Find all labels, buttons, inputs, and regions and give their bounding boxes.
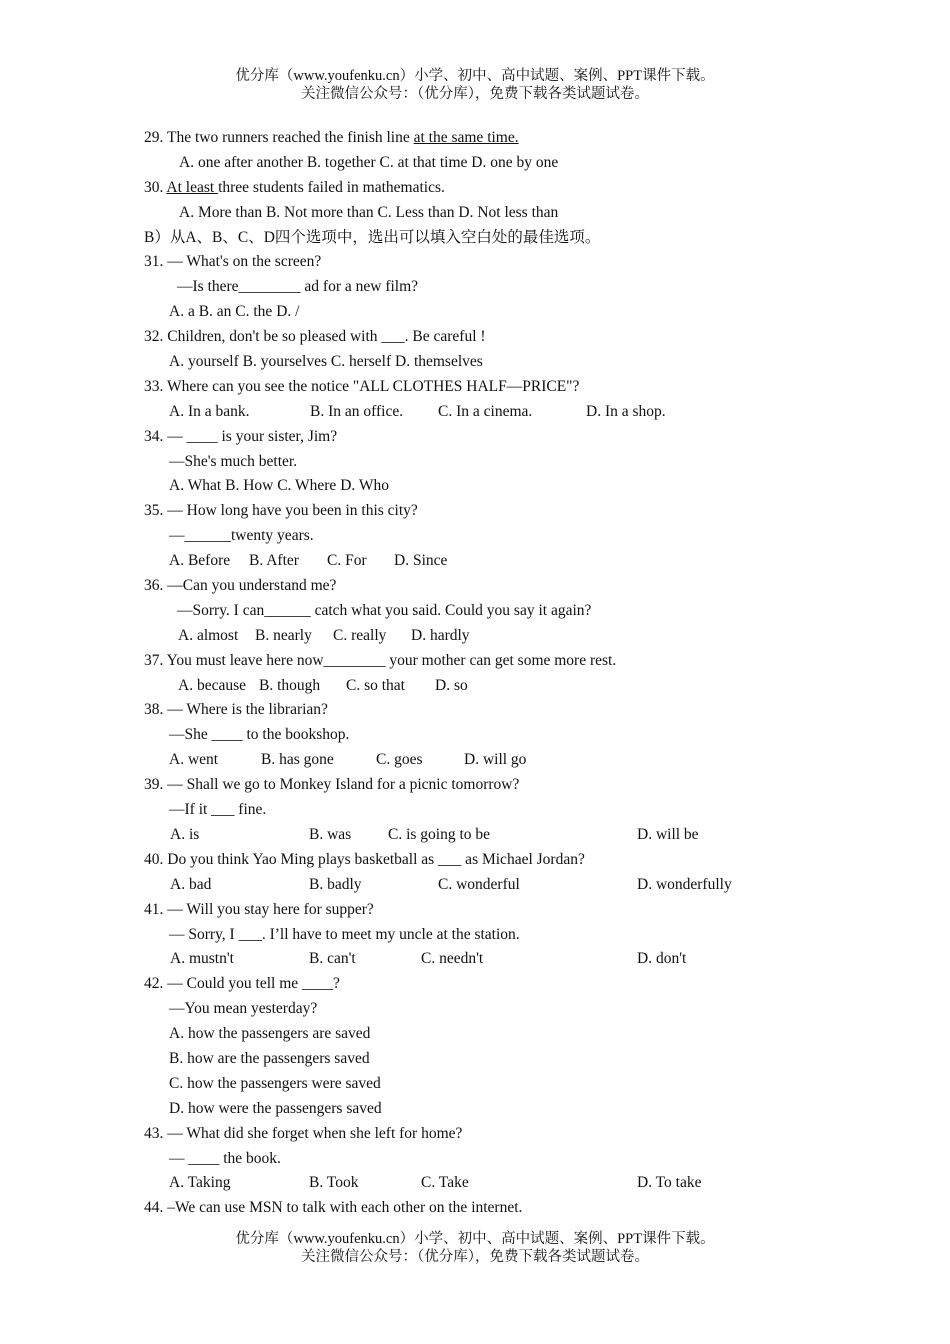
question-39-stem: 39. — Shall we go to Monkey Island for a picnic tomorrow?	[144, 776, 520, 794]
question-36-reply: —Sorry. I can______ catch what you said. Could you say it again?	[177, 601, 592, 619]
question-40-options	[144, 873, 844, 898]
question-36-stem: 36. —Can you understand me?	[144, 577, 337, 595]
option-b: B. though	[259, 676, 321, 694]
question-39-options	[144, 823, 844, 848]
question-33-options	[144, 400, 844, 425]
question-list	[144, 126, 844, 1221]
question-34-stem: 34. — ____ is your sister, Jim?	[144, 427, 338, 445]
option-a: A. almost	[178, 626, 239, 644]
option-d: D. To take	[637, 1174, 702, 1192]
question-36-options	[144, 624, 844, 649]
option-b: B. In an office.	[310, 402, 404, 420]
option-d: D. will go	[464, 751, 527, 769]
option-c: C. so that	[346, 676, 405, 694]
option-d: D. hardly	[411, 626, 470, 644]
page-footer	[0, 1230, 950, 1266]
question-43-reply: — ____ the book.	[169, 1149, 281, 1167]
option-b: B. nearly	[255, 626, 312, 644]
option-b: B. was	[309, 825, 352, 843]
question-33-stem: 33. Where can you see the notice "ALL CLOTHES HALF—PRICE"?	[144, 377, 580, 395]
question-32-stem: 32. Children, don't be so pleased with ___. Be careful !	[144, 328, 486, 346]
question-30-underlined: At least	[166, 178, 219, 196]
question-41-stem: 41. — Will you stay here for supper?	[144, 900, 374, 918]
option-d: D. don't	[637, 950, 687, 968]
question-38-reply: —She ____ to the bookshop.	[169, 726, 350, 744]
question-29-stem: 29. The two runners reached the finish line	[144, 129, 414, 146]
option-c: C. For	[327, 552, 367, 570]
page-header	[0, 67, 950, 103]
header-line-2: 关注微信公众号：（优分库），免费下载各类试题试卷。	[301, 86, 649, 102]
question-43-options	[144, 1171, 844, 1196]
option-a: A. Taking	[169, 1174, 231, 1192]
option-d: D. wonderfully	[637, 875, 732, 893]
question-39-reply: —If it ___ fine.	[169, 801, 267, 819]
question-35-options	[144, 549, 844, 574]
question-29-underlined: at the same time.	[413, 129, 519, 146]
question-37-options	[144, 674, 844, 699]
option-d: D. In a shop.	[586, 402, 666, 420]
question-38-stem: 38. — Where is the librarian?	[144, 701, 328, 719]
header-line-1: 优分库（www.youfenku.cn）小学、初中、高中试题、案例、PPT课件下载。	[235, 68, 715, 84]
option-c: C. needn't	[421, 950, 484, 968]
question-34-options: A. What B. How C. Where D. Who	[169, 477, 389, 495]
question-42-stem: 42. — Could you tell me ____?	[144, 975, 340, 993]
option-b: B. Took	[309, 1174, 359, 1192]
question-34-reply: —She's much better.	[169, 452, 298, 470]
question-41-reply: — Sorry, I ___. I’ll have to meet my uncle at the station.	[169, 925, 520, 943]
option-b: B. can't	[309, 950, 356, 968]
footer-line-1: 优分库（www.youfenku.cn）小学、初中、高中试题、案例、PPT课件下载。	[235, 1231, 715, 1247]
question-29	[144, 126, 844, 151]
option-a: A. is	[170, 825, 200, 843]
question-31-reply: —Is there________ ad for a new film?	[177, 278, 419, 296]
option-b: B. has gone	[261, 751, 334, 769]
question-42-option-b: B. how are the passengers saved	[169, 1049, 370, 1067]
question-35-stem: 35. — How long have you been in this city?	[144, 502, 418, 520]
option-b: B. badly	[309, 875, 362, 893]
question-42-reply: —You mean yesterday?	[169, 1000, 318, 1018]
question-31-stem: 31. — What's on the screen?	[144, 253, 322, 271]
option-c: C. really	[333, 626, 387, 644]
question-35-reply: —______twenty years.	[169, 527, 314, 545]
option-a: A. because	[178, 676, 246, 694]
option-a: A. went	[169, 751, 219, 769]
option-d: D. will be	[637, 825, 699, 843]
question-32-options: A. yourself B. yourselves C. herself D. themselves	[169, 353, 483, 371]
question-42-option-d: D. how were the passengers saved	[169, 1099, 382, 1117]
question-30-number: 30.	[144, 178, 167, 196]
question-43-stem: 43. — What did she forget when she left for home?	[144, 1124, 463, 1142]
question-44-stem: 44. –We can use MSN to talk with each other on the internet.	[144, 1199, 523, 1217]
option-a: A. bad	[170, 875, 212, 893]
question-40-stem: 40. Do you think Yao Ming plays basketball as ___ as Michael Jordan?	[144, 850, 585, 868]
option-c: C. Take	[421, 1174, 469, 1192]
option-d: D. so	[435, 676, 468, 694]
question-30-stem: three students failed in mathematics.	[218, 178, 445, 196]
option-c: C. In a cinema.	[438, 402, 533, 420]
question-42-option-c: C. how the passengers were saved	[169, 1074, 381, 1092]
question-30-options: A. More than B. Not more than C. Less than D. Not less than	[179, 203, 559, 221]
footer-line-2: 关注微信公众号：（优分库），免费下载各类试题试卷。	[301, 1249, 649, 1265]
question-37-stem: 37. You must leave here now________ your mother can get some more rest.	[144, 651, 617, 669]
question-29-options: A. one after another B. together C. at that time D. one by one	[179, 153, 559, 171]
option-c: C. goes	[376, 751, 423, 769]
option-d: D. Since	[394, 552, 448, 570]
option-a: A. In a bank.	[169, 402, 250, 420]
option-c: C. is going to be	[388, 825, 491, 843]
option-a: A. mustn't	[170, 950, 234, 968]
option-a: A. Before	[169, 552, 231, 570]
option-c: C. wonderful	[438, 875, 520, 893]
question-42-option-a: A. how the passengers are saved	[169, 1025, 371, 1043]
question-38-options	[144, 748, 844, 773]
question-30	[144, 176, 844, 201]
question-31-options: A. a B. an C. the D. /	[169, 303, 300, 321]
question-41-options	[144, 947, 844, 972]
section-b-instruction: B）从A、B、C、D四个选项中，选出可以填入空白处的最佳选项。	[144, 228, 601, 246]
option-b: B. After	[249, 552, 299, 570]
